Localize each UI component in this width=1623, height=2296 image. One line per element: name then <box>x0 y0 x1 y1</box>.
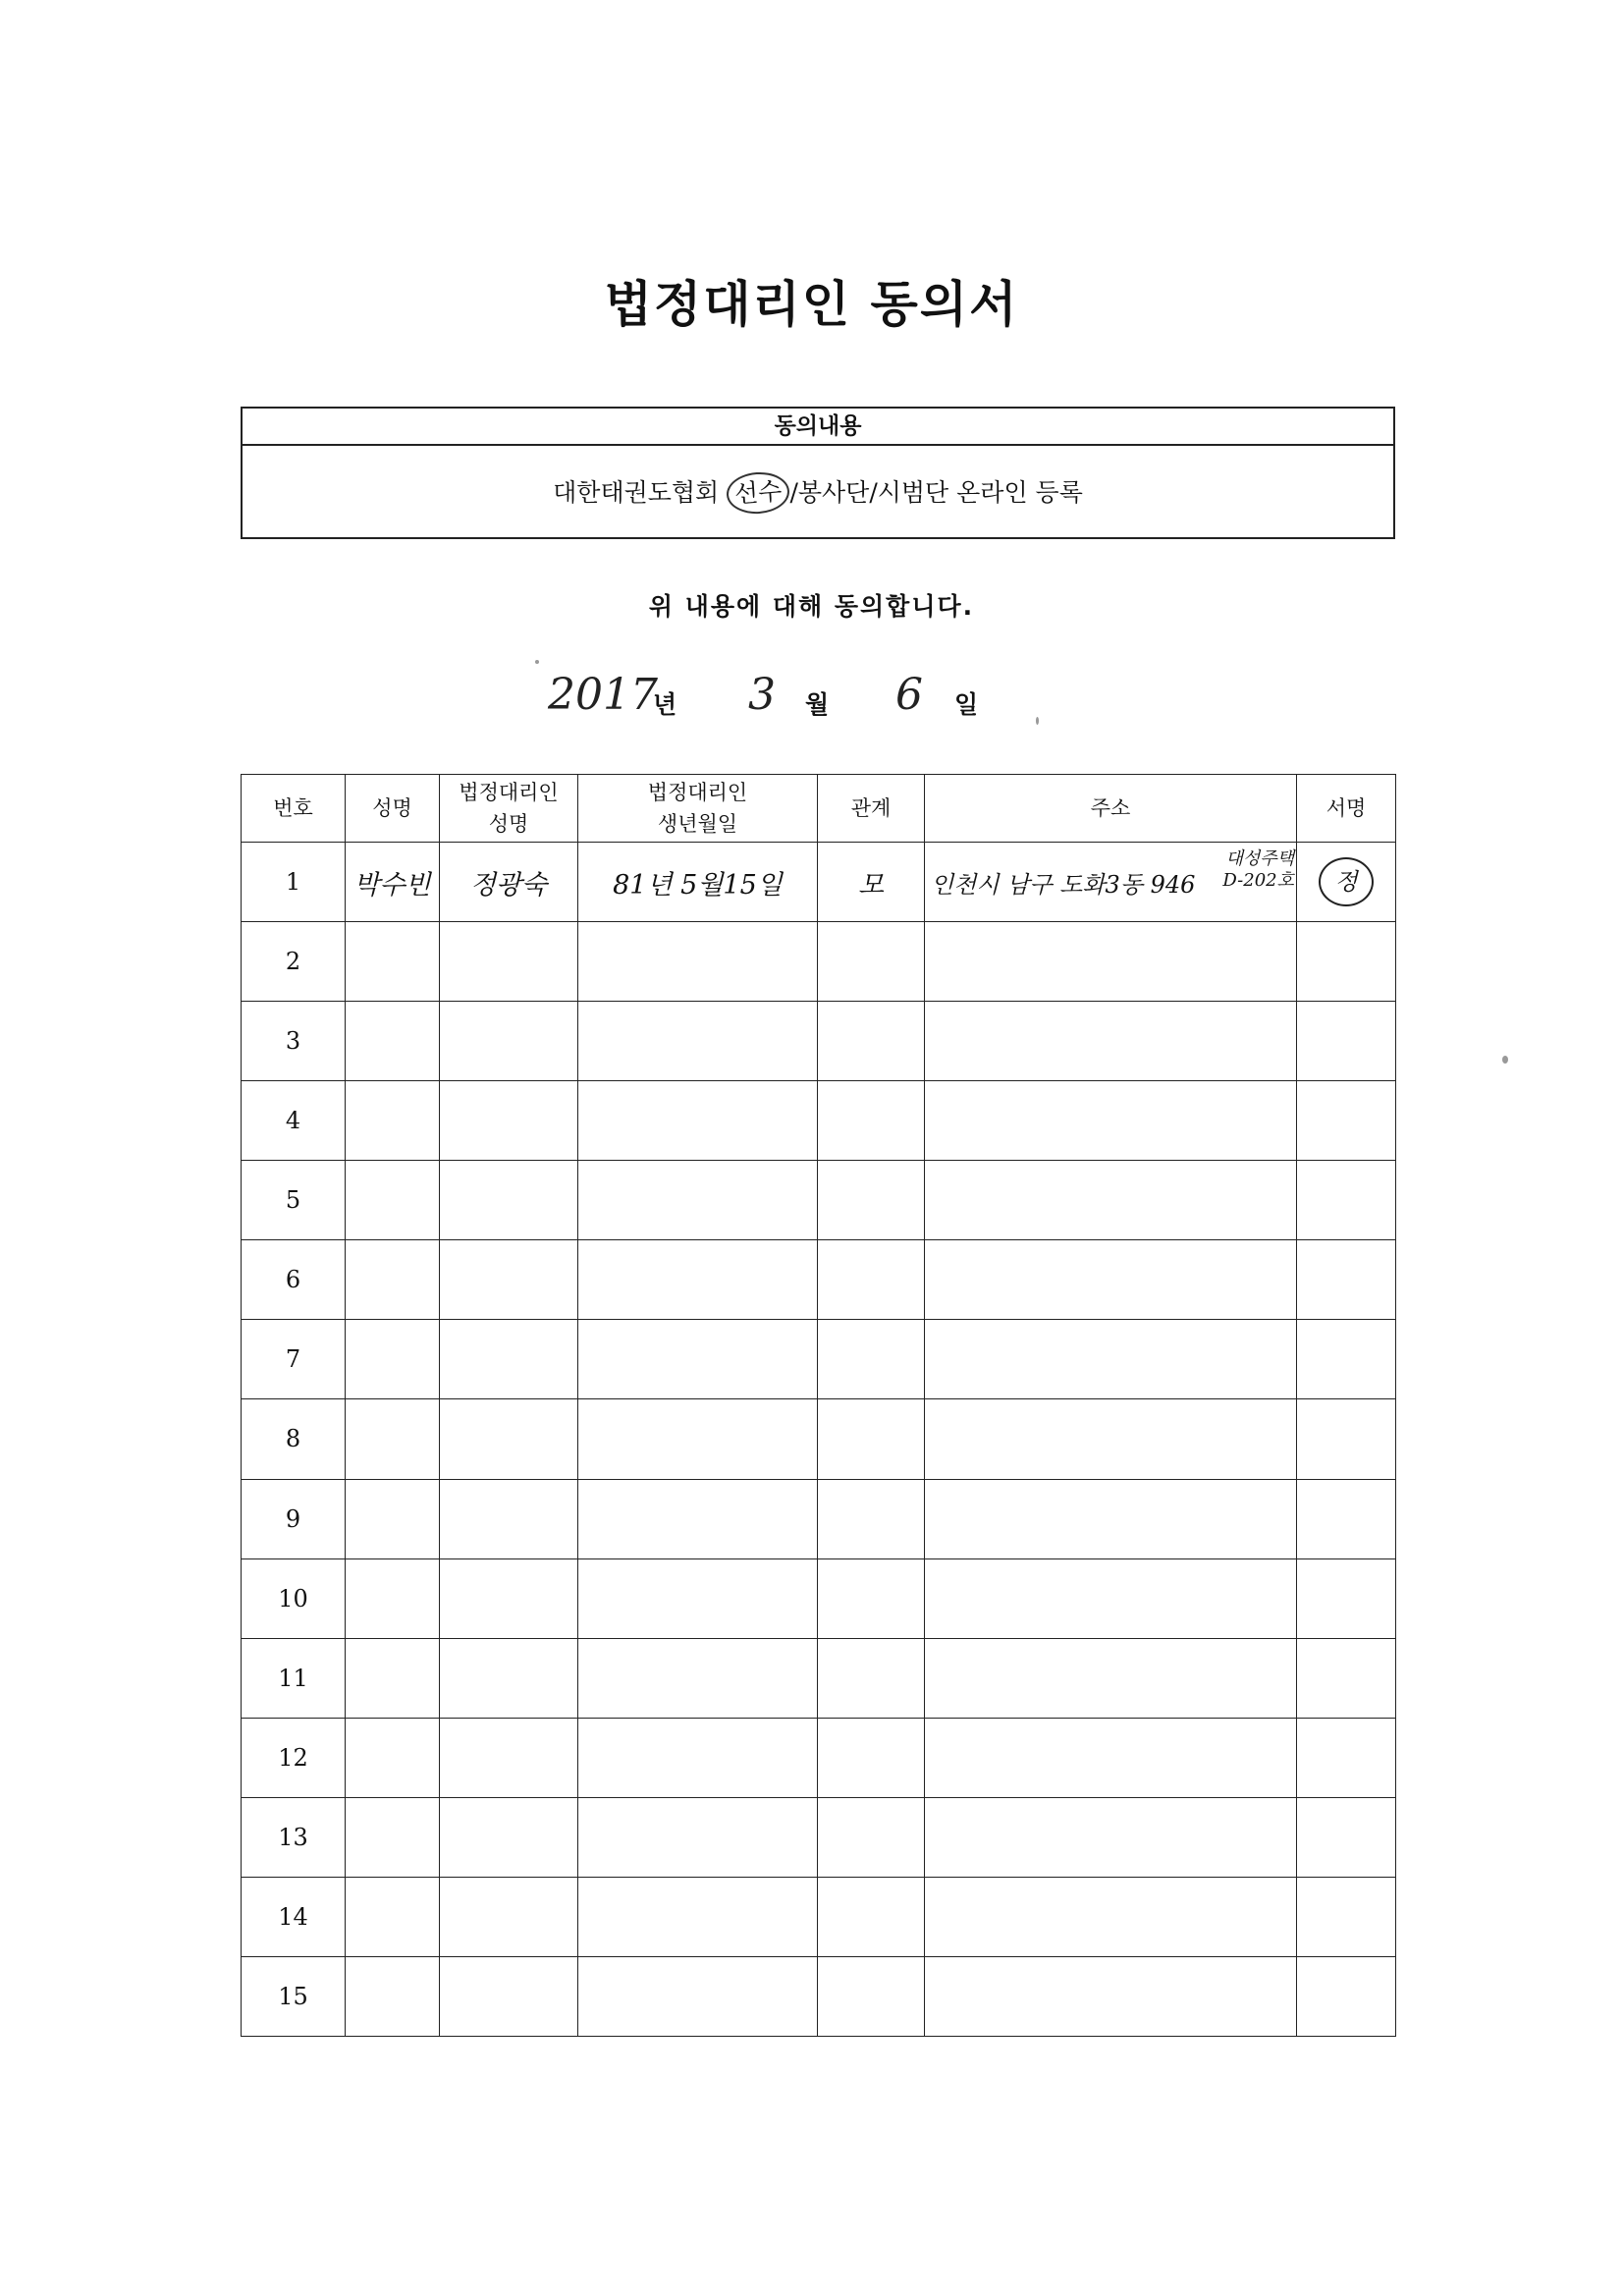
cell-address <box>925 1240 1297 1320</box>
header-relation: 관계 <box>818 775 925 843</box>
cell-relation <box>818 1638 925 1718</box>
cell-relation <box>818 1320 925 1399</box>
header-guardian-name: 법정대리인 성명 <box>440 775 578 843</box>
cell-guardian-name <box>440 1161 578 1240</box>
table-row <box>242 1877 1396 1956</box>
cell-name <box>346 1081 440 1161</box>
row-number: 7 <box>242 1320 346 1399</box>
date-day-label: 일 <box>954 690 979 719</box>
cell-signature <box>1297 1002 1396 1081</box>
cell-address <box>925 1399 1297 1479</box>
cell-address <box>925 1479 1297 1558</box>
cell-name <box>346 1479 440 1558</box>
cell-signature <box>1297 1161 1396 1240</box>
row-number: 6 <box>242 1240 346 1320</box>
consent-content <box>243 446 1393 539</box>
header-signature: 서명 <box>1297 775 1396 843</box>
cell-relation <box>818 1797 925 1877</box>
cell-name <box>346 1002 440 1081</box>
cell-guardian-birth <box>578 922 818 1002</box>
table-row <box>242 1479 1396 1558</box>
cell-signature <box>1297 1479 1396 1558</box>
table-row <box>242 1081 1396 1161</box>
cell-relation <box>818 922 925 1002</box>
cell-signature <box>1297 1558 1396 1638</box>
row-number: 9 <box>242 1479 346 1558</box>
consent-text-suffix: /봉사단/시범단 온라인 등록 <box>789 478 1083 507</box>
cell-address <box>925 922 1297 1002</box>
cell-relation <box>818 1399 925 1479</box>
cell-guardian-birth <box>578 1558 818 1638</box>
consent-text-prefix: 대한태권도협회 <box>553 478 728 507</box>
row-number: 10 <box>242 1558 346 1638</box>
cell-name <box>346 1877 440 1956</box>
cell-guardian-name <box>440 1399 578 1479</box>
date-day-value: 6 <box>895 670 923 720</box>
cell-signature <box>1297 1240 1396 1320</box>
scan-speck <box>1502 1056 1508 1064</box>
cell-address <box>925 1161 1297 1240</box>
cell-name: 박수빈 <box>346 843 440 922</box>
cell-guardian-name <box>440 1877 578 1956</box>
cell-signature <box>1297 1638 1396 1718</box>
consent-box <box>241 407 1395 539</box>
cell-guardian-birth <box>578 1877 818 1956</box>
table-row <box>242 1558 1396 1638</box>
cell-name <box>346 1718 440 1797</box>
cell-address <box>925 843 1297 922</box>
cell-guardian-birth <box>578 1161 818 1240</box>
cell-address <box>925 1877 1297 1956</box>
cell-address <box>925 1956 1297 2036</box>
row-number: 4 <box>242 1081 346 1161</box>
cell-guardian-name <box>440 1558 578 1638</box>
header-name: 성명 <box>346 775 440 843</box>
cell-guardian-birth <box>578 1956 818 2036</box>
table-row <box>242 1320 1396 1399</box>
cell-name <box>346 1797 440 1877</box>
cell-address <box>925 1558 1297 1638</box>
table-row <box>242 922 1396 1002</box>
cell-signature <box>1297 1399 1396 1479</box>
cell-relation <box>818 1479 925 1558</box>
cell-relation: 모 <box>818 843 925 922</box>
row-number: 2 <box>242 922 346 1002</box>
cell-guardian-name <box>440 1718 578 1797</box>
agree-statement: 위 내용에 대해 동의합니다. <box>648 592 975 621</box>
cell-relation <box>818 1718 925 1797</box>
cell-guardian-birth <box>578 1081 818 1161</box>
cell-guardian-name <box>440 1638 578 1718</box>
date-year-value: 2017 <box>548 670 658 720</box>
scan-speck <box>1036 717 1039 725</box>
cell-signature <box>1297 1956 1396 2036</box>
cell-name <box>346 1320 440 1399</box>
consent-header: 동의내용 <box>243 409 1393 446</box>
cell-guardian-name <box>440 922 578 1002</box>
cell-name <box>346 1161 440 1240</box>
row-number: 13 <box>242 1797 346 1877</box>
cell-relation <box>818 1558 925 1638</box>
cell-guardian-name <box>440 1797 578 1877</box>
cell-signature <box>1297 1877 1396 1956</box>
cell-guardian-birth <box>578 1638 818 1718</box>
date-month-label: 월 <box>805 690 830 719</box>
table-row <box>242 1718 1396 1797</box>
cell-signature <box>1297 922 1396 1002</box>
row-number: 14 <box>242 1877 346 1956</box>
row-number: 1 <box>242 843 346 922</box>
cell-signature <box>1297 1081 1396 1161</box>
cell-guardian-birth <box>578 1399 818 1479</box>
cell-relation <box>818 1877 925 1956</box>
cell-guardian-name <box>440 1240 578 1320</box>
cell-signature <box>1297 1320 1396 1399</box>
table-row <box>242 1399 1396 1479</box>
table-row <box>242 1161 1396 1240</box>
cell-guardian-birth <box>578 1240 818 1320</box>
date-month-value: 3 <box>748 670 776 720</box>
guardian-roster-table <box>241 774 1396 2037</box>
cell-relation <box>818 1956 925 2036</box>
date-year-label: 년 <box>653 690 677 719</box>
row-number: 11 <box>242 1638 346 1718</box>
row-number: 5 <box>242 1161 346 1240</box>
cell-address <box>925 1002 1297 1081</box>
cell-relation <box>818 1161 925 1240</box>
row-number: 3 <box>242 1002 346 1081</box>
header-guardian-birth: 법정대리인 생년월일 <box>578 775 818 843</box>
cell-guardian-birth <box>578 1718 818 1797</box>
table-row <box>242 1638 1396 1718</box>
row-number: 12 <box>242 1718 346 1797</box>
cell-address <box>925 1638 1297 1718</box>
row-number: 8 <box>242 1399 346 1479</box>
table-row <box>242 1002 1396 1081</box>
document-title: 법정대리인 동의서 <box>604 276 1019 333</box>
cell-guardian-name: 정광숙 <box>440 843 578 922</box>
cell-relation <box>818 1081 925 1161</box>
address-note-line: 대성주택 <box>1225 848 1294 869</box>
cell-name <box>346 1956 440 2036</box>
cell-name <box>346 1399 440 1479</box>
row-number: 15 <box>242 1956 346 2036</box>
date-line <box>530 668 1080 737</box>
cell-guardian-name <box>440 1956 578 2036</box>
table-row <box>242 843 1396 922</box>
cell-guardian-birth <box>578 1002 818 1081</box>
cell-name <box>346 922 440 1002</box>
cell-relation <box>818 1002 925 1081</box>
cell-guardian-birth <box>578 1797 818 1877</box>
header-address: 주소 <box>925 775 1297 843</box>
cell-guardian-birth: 81년 5월15일 <box>578 843 818 922</box>
cell-signature <box>1297 843 1396 922</box>
table-row <box>242 1956 1396 2036</box>
cell-signature <box>1297 1718 1396 1797</box>
cell-name <box>346 1558 440 1638</box>
cell-guardian-birth <box>578 1479 818 1558</box>
cell-name <box>346 1638 440 1718</box>
address-note-line: D-202호 <box>1222 870 1294 891</box>
cell-name <box>346 1240 440 1320</box>
cell-guardian-name <box>440 1081 578 1161</box>
table-row <box>242 1240 1396 1320</box>
cell-signature <box>1297 1797 1396 1877</box>
cell-address <box>925 1081 1297 1161</box>
cell-address <box>925 1320 1297 1399</box>
cell-address <box>925 1797 1297 1877</box>
cell-relation <box>818 1240 925 1320</box>
table-row <box>242 1797 1396 1877</box>
address-text: 인천시 남구 도화3동 946 <box>931 870 1196 899</box>
scan-speck <box>535 660 539 664</box>
cell-guardian-name <box>440 1479 578 1558</box>
cell-guardian-name <box>440 1320 578 1399</box>
consent-circled-option: 선수 <box>726 470 791 516</box>
cell-guardian-name <box>440 1002 578 1081</box>
cell-address <box>925 1718 1297 1797</box>
header-no: 번호 <box>242 775 346 843</box>
table-header-row <box>242 775 1396 843</box>
address-note <box>1222 848 1294 892</box>
signature-mark: 정 <box>1319 857 1374 906</box>
cell-guardian-birth <box>578 1320 818 1399</box>
